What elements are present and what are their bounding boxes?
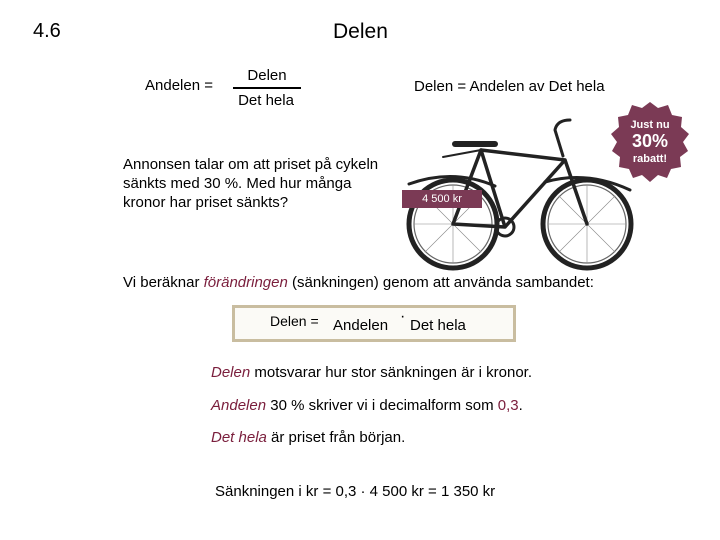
box-mid: Andelen [333,317,389,334]
method-italic: förändringen [203,274,288,291]
explanation-delen [211,363,532,382]
price-tag: 4 500 kr [402,190,482,208]
explanation-det-hela-rest: är priset från början. [266,429,406,446]
discount-badge-icon [610,100,690,185]
fraction-bar [233,87,301,89]
fraction-lhs: Andelen = [145,77,213,94]
term-andelen: Andelen [211,397,267,414]
badge-line3: rabatt! [632,153,668,165]
fraction [233,67,301,109]
box-dot: · [400,308,406,325]
fraction-numerator: Delen [247,67,287,84]
section-number: 4.6 [33,20,61,42]
fraction-denominator: Det hela [238,92,294,109]
formula-box [232,305,516,342]
explanation-delen-rest: motsvarar hur stor sänkningen är i kronor. [250,364,532,381]
explanation-andelen [211,396,523,415]
result-line: Sänkningen i kr = 0,3 · 4 500 kr = 1 350 kr [215,483,496,500]
box-rhs: Det hela [410,317,466,334]
method-after: (sänkningen) genom att använda sambandet: [287,274,594,291]
method-before: Vi beräknar [123,274,204,291]
explanation-andelen-number: 0,3 [497,397,519,414]
term-delen: Delen [211,364,251,381]
explanation-det-hela [211,428,405,447]
term-det-hela: Det hela [211,429,267,446]
explanation-andelen-end: . [518,397,523,414]
method-text [123,273,594,292]
badge-line2: 30% [631,131,669,151]
product-formula: Delen = Andelen av Det hela [414,78,605,95]
page-title: Delen [333,20,388,43]
box-lhs: Delen = [270,313,319,329]
explanation-andelen-text: 30 % skriver vi i decimalform som [266,397,498,414]
badge-line1: Just nu [630,119,670,131]
problem-text: Annonsen talar om att priset på cykeln sänkts med 30 %. Med hur många kronor har priset sänkts? [123,156,379,211]
